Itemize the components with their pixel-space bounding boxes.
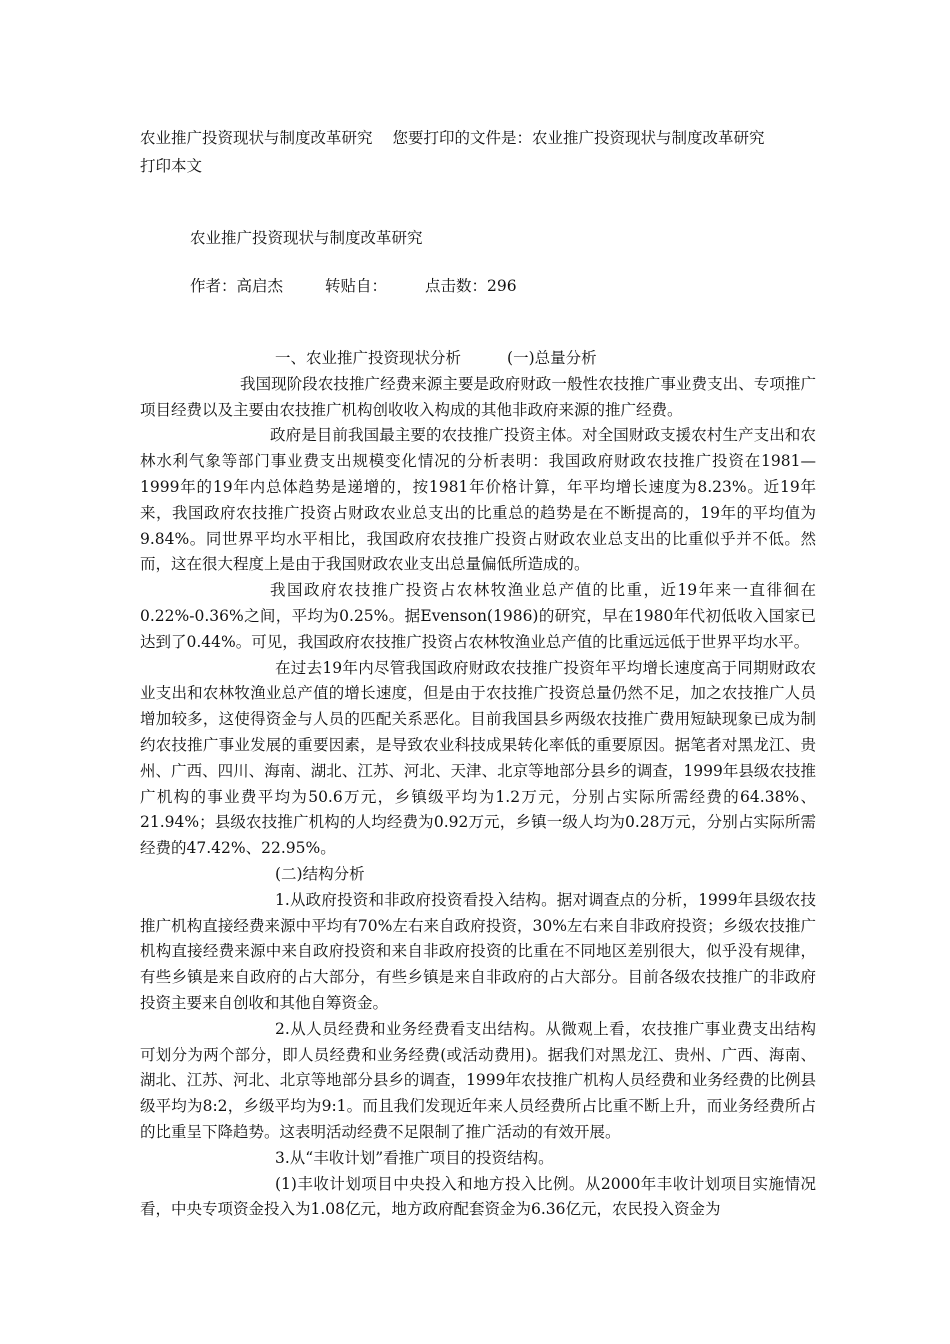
- paragraph: 我国现阶段农技推广经费来源主要是政府财政一般性农技推广事业费支出、专项推广项目经费以及主要由农技推广机构创收收入构成的其他非政府来源的推广经费。: [140, 374, 816, 419]
- click-count: 点击数：296: [425, 277, 517, 295]
- section2-title: (二)结构分析: [275, 864, 365, 883]
- article-meta: [190, 273, 517, 299]
- print-header: [140, 124, 830, 180]
- header-title: 农业推广投资现状与制度改革研究: [140, 129, 373, 147]
- paragraph: 政府是目前我国最主要的农技推广投资主体。对全国财政支援农村生产支出和农林水利气象等部门事业费支出规模变化情况的分析表明：我国政府财政农技推广投资在1981—1999年的19年内总体趋势是递增的，按1981年价格计算，年平均增长速度为8.23%。近19年来，我国政府农技推广投资占财政农业总支出的比重总的趋势是在不断提高的，19年的平均值为9.84%。同世界平均水平相比，我国政府农技推广投资占财政农业总支出的比重似乎并不低。然而，这在很大程度上是由于我国财政农业支出总量偏低所造成的。: [140, 426, 816, 574]
- print-notice: 您要打印的文件是：农业推广投资现状与制度改革研究: [392, 129, 765, 147]
- section-heading: [140, 346, 816, 372]
- author-label: 作者：高启杰: [190, 277, 284, 295]
- article-body: [140, 346, 816, 1223]
- section1-subtitle: (一)总量分析: [507, 349, 597, 367]
- paragraph: 在过去19年内尽管我国政府财政农技推广投资年平均增长速度高于同期财政农业支出和农林牧渔业总产值的增长速度，但是由于农技推广投资总量仍然不足，加之农技推广人员增加较多，这使得资金与人员的匹配关系恶化。目前我国县乡两级农技推广费用短缺现象已成为制约农技推广事业发展的重要因素，是导致农业科技成果转化率低的重要原因。据笔者对黑龙江、贵州、广西、四川、海南、湖北、江苏、河北、天津、北京等地部分县乡的调查，1999年县级农技推广机构的事业费平均为50.6万元，乡镇级平均为1.2万元，分别占实际所需经费的64.38%、21.94%；县级农技推广机构的人均经费为0.92万元，乡镇一级人均为0.28万元，分别占实际所需经费的47.42%、22.95%。: [140, 658, 816, 858]
- article-title: 农业推广投资现状与制度改革研究: [190, 229, 423, 247]
- print-header-line: [140, 124, 830, 152]
- print-link[interactable]: 打印本文: [140, 157, 203, 175]
- paragraph: 我国政府农技推广投资占农林牧渔业总产值的比重，近19年来一直徘徊在0.22%-0.36%之间，平均为0.25%。据Evenson(1986)的研究，早在1980年代初低收入国家已达到了0.44%。可见，我国政府农技推广投资占农林牧渔业总产值的比重远远低于世界平均水平。: [140, 581, 816, 651]
- paragraph: 1.从政府投资和非政府投资看投入结构。据对调查点的分析，1999年县级农技推广机构直接经费来源中平均有70%左右来自政府投资，30%左右来自非政府投资；乡级农技推广机构直接经费来源中来自政府投资和来自非政府投资的比重在不同地区差别很大，似乎没有规律，有些乡镇是来自政府的占大部分，有些乡镇是来自非政府的占大部分。目前各级农技推广的非政府投资主要来自创收和其他自筹资金。: [140, 890, 816, 1012]
- paragraph: 3.从“丰收计划”看推广项目的投资结构。: [275, 1148, 554, 1167]
- section1-title: 一、农业推广投资现状分析: [275, 349, 462, 367]
- paragraph: (1)丰收计划项目中央投入和地方投入比例。从2000年丰收计划项目实施情况看，中央专项资金投入为1.08亿元，地方政府配套资金为6.36亿元，农民投入资金为: [140, 1174, 816, 1219]
- source-label: 转贴自：: [325, 277, 388, 295]
- paragraph: 2.从人员经费和业务经费看支出结构。从微观上看，农技推广事业费支出结构可划分为两个部分，即人员经费和业务经费(或活动费用)。据我们对黑龙江、贵州、广西、海南、湖北、江苏、河北、北京等地部分县乡的调查，1999年农技推广机构人员经费和业务经费的比例县级平均为8:2，乡级平均为9:1。而且我们发现近年来人员经费所占比重不断上升，而业务经费所占的比重呈下降趋势。这表明活动经费不足限制了推广活动的有效开展。: [140, 1019, 816, 1141]
